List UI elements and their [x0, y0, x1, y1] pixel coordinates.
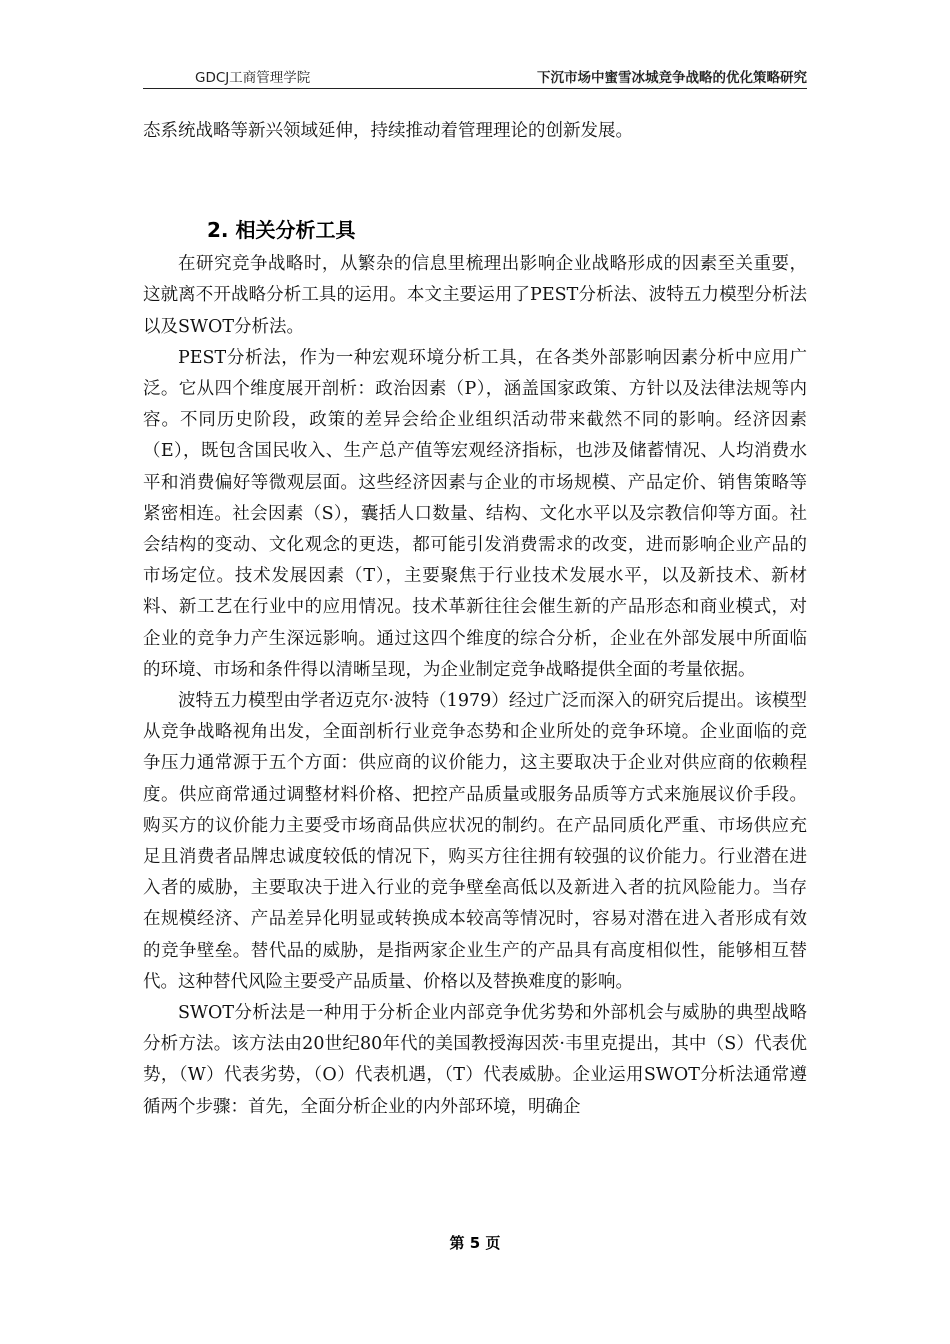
paragraph-pest: PEST分析法，作为一种宏观环境分析工具，在各类外部影响因素分析中应用广泛。它从四个维度展开剖析：政治因素（P），涵盖国家政策、方针以及法律法规等内容。不同历史阶段，政策的差异会给企业组织活动带来截然不同的影响。经济因素（E），既包含国民收入、生产总产值等宏观经济指标，也涉及储蓄情况、人均消费水平和消费偏好等微观层面。这些经济因素与企业的市场规模、产品定价、销售策略等紧密相连。社会因素（S），囊括人口数量、结构、文化水平以及宗教信仰等方面。社会结构的变动、文化观念的更迭，都可能引发消费需求的改变，进而影响企业产品的市场定位。技术发展因素（T），主要聚焦于行业技术发展水平，以及新技术、新材料、新工艺在行业中的应用情况。技术革新往往会催生新的产品形态和商业模式，对企业的竞争力产生深远影响。通过这四个维度的综合分析，企业在外部发展中所面临的环境、市场和条件得以清晰呈现，为企业制定竞争战略提供全面的考量依据。 [143, 347, 807, 680]
continued-paragraph: 态系统战略等新兴领域延伸，持续推动着管理理论的创新发展。 [143, 121, 633, 141]
header-institution: GDCJ工商管理学院 [195, 70, 311, 86]
section-heading: 2. 相关分析工具 [207, 218, 356, 243]
header-divider [143, 88, 807, 89]
page-number: 第 5 页 [449, 1234, 501, 1252]
page-body [143, 116, 807, 1123]
paragraph-intro: 在研究竞争战略时，从繁杂的信息里梳理出影响企业战略形成的因素至关重要，这就离不开战略分析工具的运用。本文主要运用了PEST分析法、波特五力模型分析法以及SWOT分析法。 [143, 254, 807, 337]
paragraph-swot: SWOT分析法是一种用于分析企业内部竞争优劣势和外部机会与威胁的典型战略分析方法。该方法由20世纪80年代的美国教授海因茨·韦里克提出，其中（S）代表优势，（W）代表劣势，（O）代表机遇，（T）代表威胁。企业运用SWOT分析法通常遵循两个步骤：首先，全面分析企业的内外部环境，明确企 [143, 1003, 807, 1117]
paragraph-porter: 波特五力模型由学者迈克尔·波特（1979）经过广泛而深入的研究后提出。该模型从竞争战略视角出发，全面剖析行业竞争态势和企业所处的竞争环境。企业面临的竞争压力通常源于五个方面：供应商的议价能力，这主要取决于企业对供应商的依赖程度。供应商常通过调整材料价格、把控产品质量或服务品质等方式来施展议价手段。购买方的议价能力主要受市场商品供应状况的制约。在产品同质化严重、市场供应充足且消费者品牌忠诚度较低的情况下，购买方往往拥有较强的议价能力。行业潜在进入者的威胁，主要取决于进入行业的竞争壁垒高低以及新进入者的抗风险能力。当存在规模经济、产品差异化明显或转换成本较高等情况时，容易对潜在进入者形成有效的竞争壁垒。替代品的威胁，是指两家企业生产的产品具有高度相似性，能够相互替代。这种替代风险主要受产品质量、价格以及替换难度的影响。 [143, 691, 807, 992]
page-header [143, 66, 807, 88]
header-thesis-title: 下沉市场中蜜雪冰城竞争战略的优化策略研究 [537, 70, 807, 86]
